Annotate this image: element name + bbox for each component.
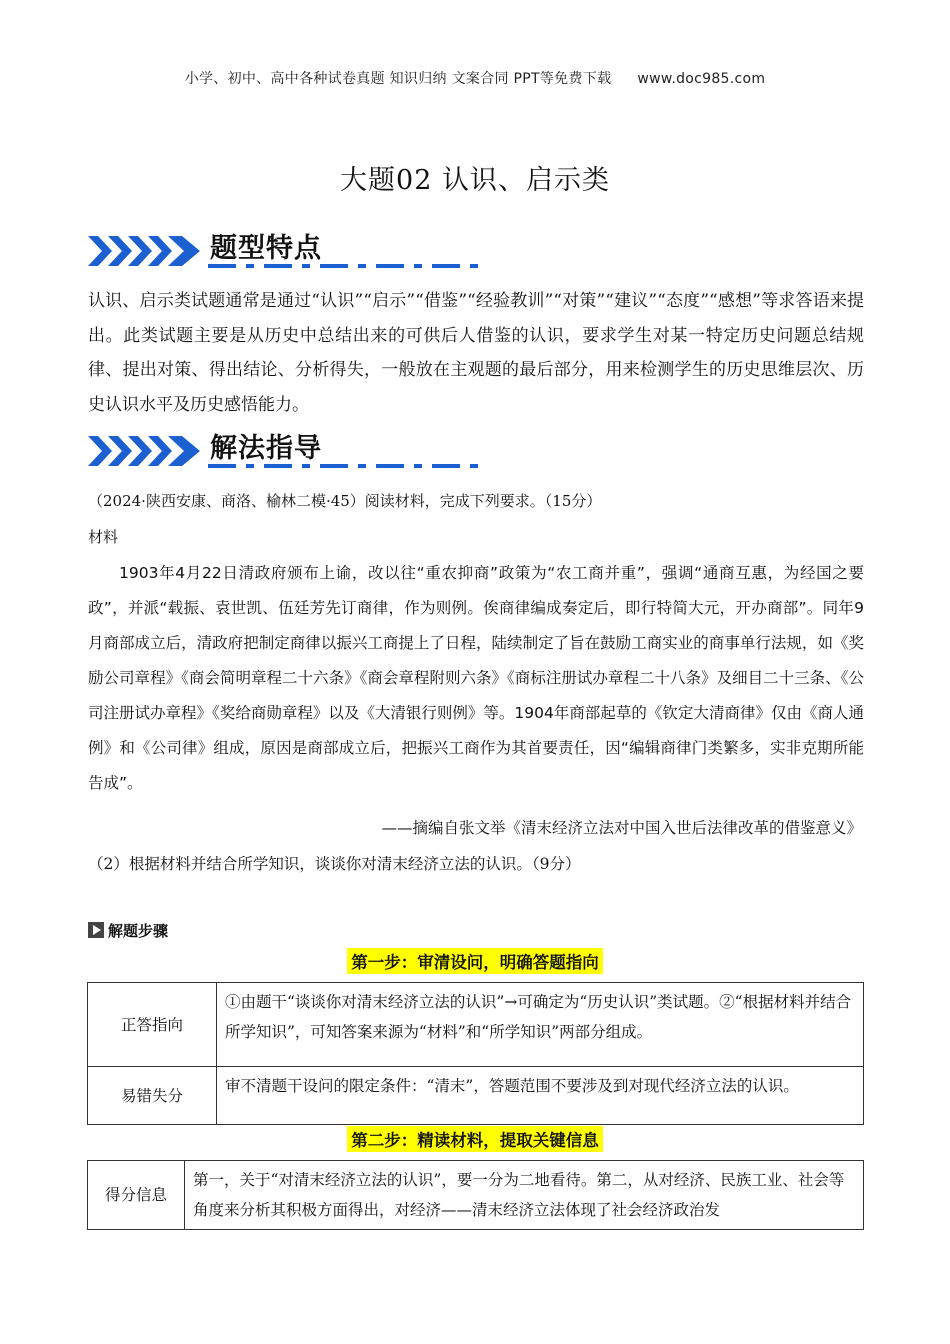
steps-heading: [88, 920, 168, 941]
banner-text: 小学、初中、高中各种试卷真题 知识归纳 文案合同 PPT等免费下载: [184, 71, 612, 87]
step1-title-text: 第一步：审清设问，明确答题指向: [347, 948, 603, 974]
question-source: （2024·陕西安康、商洛、榆林二模·45）阅读材料，完成下列要求。（15分）: [88, 492, 602, 510]
question-text: （2）根据材料并结合所学知识，谈谈你对清末经济立法的认识。（9分）: [88, 855, 581, 873]
table-row: [88, 983, 864, 1067]
row-content: 审不清题干设问的限定条件：“清末”，答题范围不要涉及到对现代经济立法的认识。: [217, 1067, 864, 1125]
row-label: 正答指向: [88, 983, 217, 1067]
row-label: 易错失分: [88, 1067, 217, 1125]
table-row: [88, 1067, 864, 1125]
step2-title: [0, 1126, 950, 1152]
step2-table: [87, 1160, 864, 1230]
row-label: 得分信息: [88, 1161, 185, 1230]
page-title: 大题02 认识、启示类: [340, 165, 610, 196]
step1-title: [0, 948, 950, 974]
top-banner: [0, 68, 950, 88]
section-features-body: 认识、启示类试题通常是通过“认识”“启示”“借鉴”“经验教训”“对策”“建议”“态度”“感想”等求答语来提出。此类试题主要是从历史中总结出来的可供后人借鉴的认识，要求学生对某一特定历史问题总结规律、提出对策、得出结论、分析得失，一般放在主观题的最后部分，用来检测学生的历史思维层次、历史认识水平及历史感悟能力。: [88, 291, 864, 415]
material-citation: ——摘编自张文举《清末经济立法对中国入世后法律改革的借鉴意义》: [381, 819, 862, 837]
section-heading-method: [88, 424, 408, 476]
row-content: ①由题干“谈谈你对清末经济立法的认识”→可确定为“历史认识”类试题。②“根据材料并结合所学知识”，可知答案来源为“材料”和“所学知识”两部分组成。: [217, 983, 864, 1067]
play-icon: [88, 922, 104, 938]
site-link[interactable]: www.doc985.com: [637, 71, 766, 87]
table-row: [88, 1161, 864, 1230]
section-heading-features: [88, 224, 408, 276]
material-text: 1903年4月22日清政府颁布上谕，改以往“重农抑商”政策为“农工商并重”，强调“通商互惠，为经国之要政”，并派“载振、袁世凯、伍廷芳先订商律，作为则例。俟商律编成奏定后，即行特简大元，开办商部”。同年9月商部成立后，清政府把制定商律以振兴工商提上了日程，陆续制定了旨在鼓励工商实业的商事单行法规，如《奖励公司章程》《商会简明章程二十六条》《商会章程附则六条》《商标注册试办章程二十八条》及细目二十三条、《公司注册试办章程》《奖给商勋章程》以及《大清银行则例》等。1904年商部起草的《钦定大清商律》仅由《商人通例》和《公司律》组成，原因是商部成立后，把振兴工商作为其首要责任，因“编辑商律门类繁多，实非克期所能告成”。: [88, 564, 864, 792]
material-label: 材料: [88, 528, 119, 546]
step2-title-text: 第二步：精读材料，提取关键信息: [347, 1126, 603, 1152]
steps-heading-text: 解题步骤: [108, 922, 169, 940]
chevrons-icon: [88, 434, 206, 468]
heading-underline: [208, 464, 480, 468]
section-heading-text: 题型特点: [210, 233, 322, 264]
row-content: 第一，关于“对清末经济立法的认识”，要一分为二地看待。第二，从对经济、民族工业、社会等角度来分析其积极方面得出，对经济——清末经济立法体现了社会经济政治发: [185, 1161, 864, 1230]
section-heading-text: 解法指导: [210, 433, 322, 464]
chevrons-icon: [88, 234, 206, 268]
step1-table: [87, 982, 864, 1125]
heading-underline: [208, 264, 480, 268]
